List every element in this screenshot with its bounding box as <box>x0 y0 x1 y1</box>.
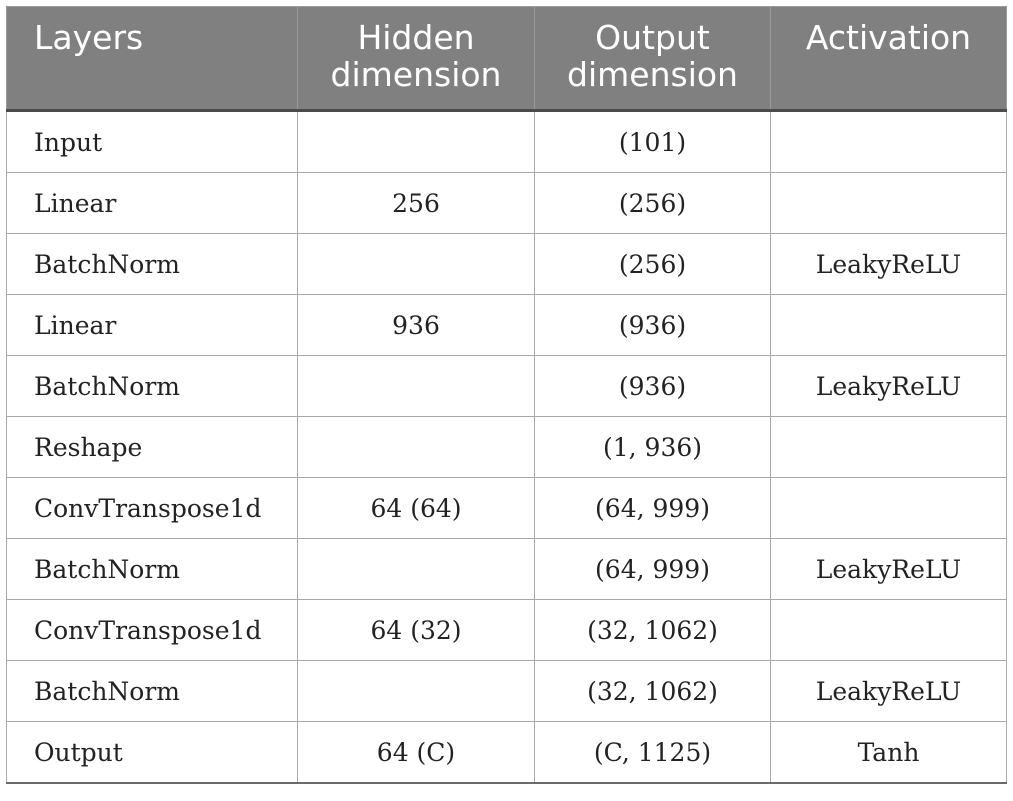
cell-activation <box>771 600 1007 661</box>
cell-hidden: 64 (64) <box>298 478 535 539</box>
cell-activation <box>771 417 1007 478</box>
cell-layer: BatchNorm <box>7 234 298 295</box>
cell-output: (936) <box>535 295 771 356</box>
cell-output: (1, 936) <box>535 417 771 478</box>
table-row <box>7 722 1007 784</box>
cell-layer: Linear <box>7 295 298 356</box>
header-output-dimension <box>535 7 771 111</box>
cell-activation <box>771 111 1007 173</box>
header-layers-text: Layers <box>34 18 144 57</box>
table-body <box>7 111 1007 784</box>
cell-activation <box>771 173 1007 234</box>
cell-activation <box>771 295 1007 356</box>
cell-activation: LeakyReLU <box>771 539 1007 600</box>
cell-output: (101) <box>535 111 771 173</box>
header-hidden-dimension <box>298 7 535 111</box>
table-row <box>7 661 1007 722</box>
header-layers <box>7 7 298 111</box>
cell-activation <box>771 478 1007 539</box>
cell-layer: Linear <box>7 173 298 234</box>
cell-hidden: 64 (32) <box>298 600 535 661</box>
table-row <box>7 478 1007 539</box>
cell-output: (64, 999) <box>535 539 771 600</box>
cell-hidden: 64 (C) <box>298 722 535 784</box>
cell-layer: BatchNorm <box>7 539 298 600</box>
header-activation <box>771 7 1007 111</box>
cell-layer: Reshape <box>7 417 298 478</box>
cell-output: (936) <box>535 356 771 417</box>
cell-hidden <box>298 661 535 722</box>
cell-activation: LeakyReLU <box>771 234 1007 295</box>
header-row <box>7 7 1007 111</box>
header-hidden-line2: dimension <box>330 55 502 94</box>
cell-hidden <box>298 356 535 417</box>
table-row <box>7 173 1007 234</box>
table-row <box>7 600 1007 661</box>
header-hidden-line1: Hidden <box>357 18 475 57</box>
architecture-table <box>6 6 1007 784</box>
cell-output: (C, 1125) <box>535 722 771 784</box>
cell-activation: LeakyReLU <box>771 661 1007 722</box>
table-row <box>7 417 1007 478</box>
cell-hidden <box>298 539 535 600</box>
table-row <box>7 234 1007 295</box>
header-output-line2: dimension <box>567 55 738 94</box>
table-header <box>7 7 1007 111</box>
cell-layer: ConvTranspose1d <box>7 600 298 661</box>
cell-layer: BatchNorm <box>7 661 298 722</box>
table-row <box>7 356 1007 417</box>
cell-layer: ConvTranspose1d <box>7 478 298 539</box>
cell-hidden <box>298 234 535 295</box>
cell-output: (32, 1062) <box>535 600 771 661</box>
cell-hidden <box>298 417 535 478</box>
header-activation-text: Activation <box>805 18 972 57</box>
cell-layer: Input <box>7 111 298 173</box>
cell-output: (32, 1062) <box>535 661 771 722</box>
cell-hidden: 936 <box>298 295 535 356</box>
cell-output: (256) <box>535 234 771 295</box>
table-row <box>7 295 1007 356</box>
cell-layer: BatchNorm <box>7 356 298 417</box>
table-row <box>7 111 1007 173</box>
cell-activation: LeakyReLU <box>771 356 1007 417</box>
cell-hidden <box>298 111 535 173</box>
header-output-line1: Output <box>595 18 710 57</box>
cell-output: (64, 999) <box>535 478 771 539</box>
cell-output: (256) <box>535 173 771 234</box>
cell-activation: Tanh <box>771 722 1007 784</box>
table-row <box>7 539 1007 600</box>
cell-layer: Output <box>7 722 298 784</box>
cell-hidden: 256 <box>298 173 535 234</box>
